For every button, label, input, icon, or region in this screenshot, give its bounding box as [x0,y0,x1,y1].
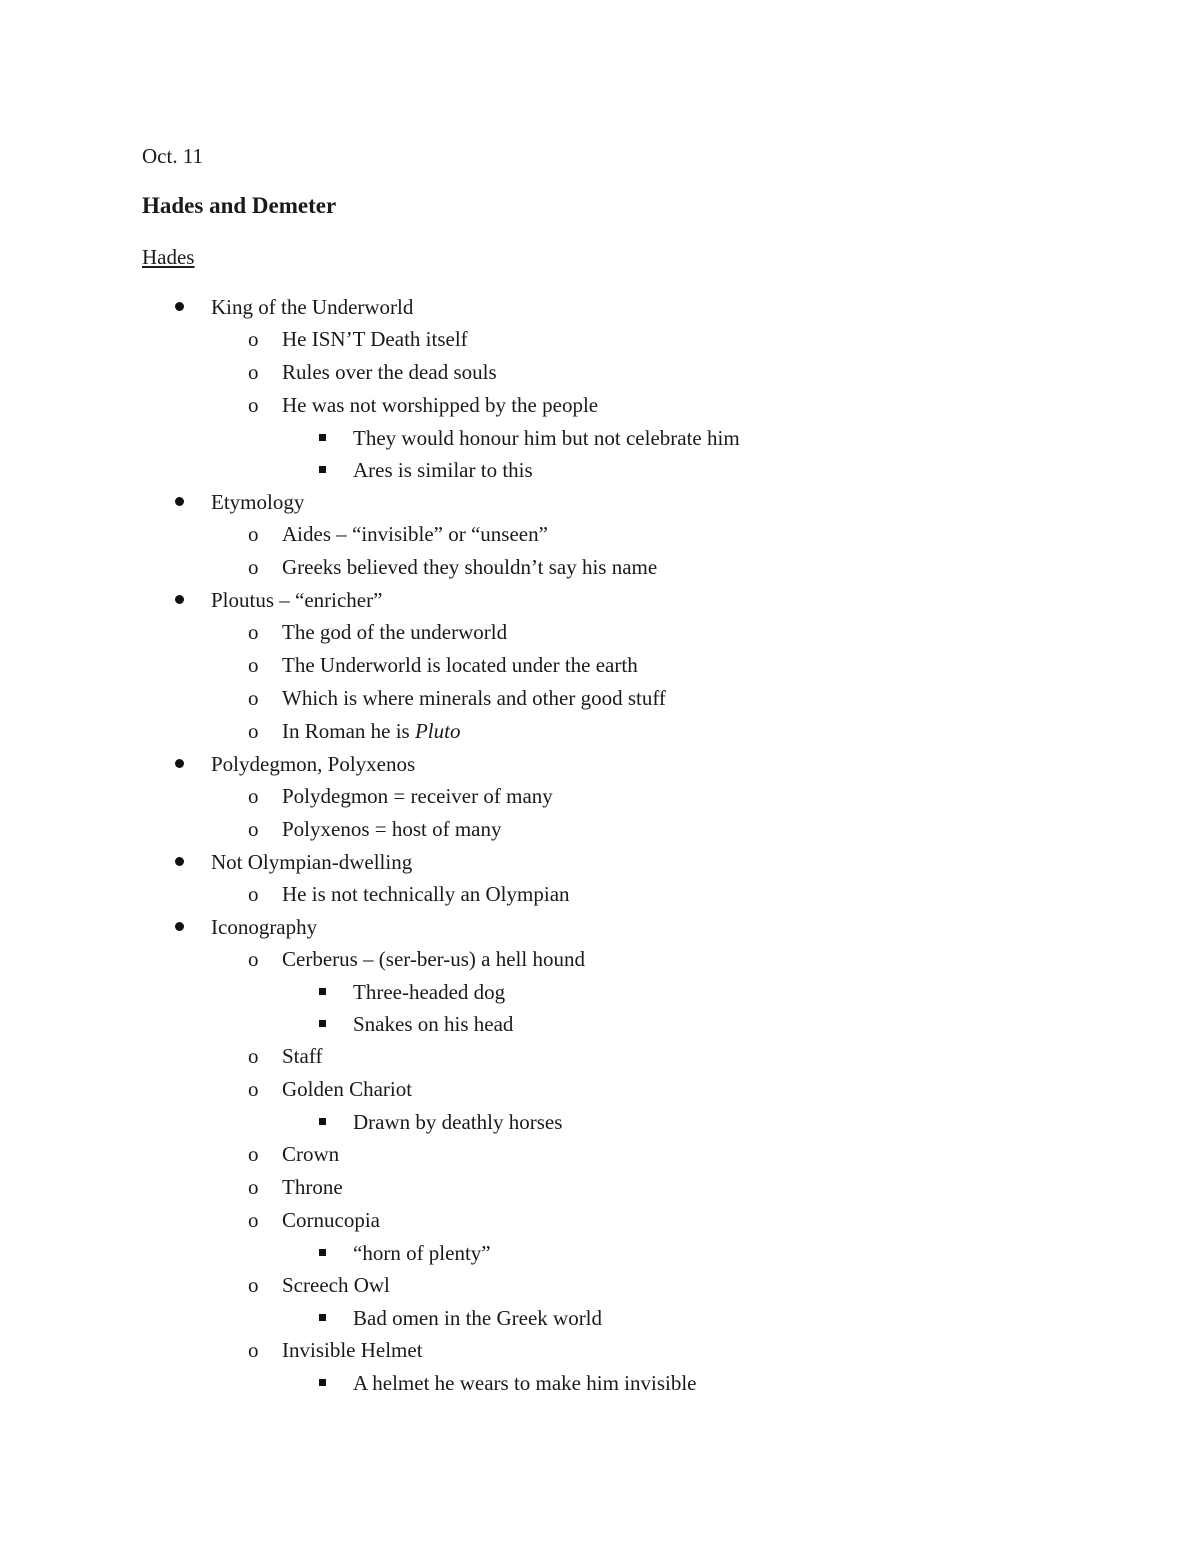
hollow-o-bullet-icon: o [248,327,259,351]
list-item-text: Greeks believed they shouldn’t say his name [282,555,658,579]
list-item-level-1 [142,911,1142,943]
list-item-level-2 [142,813,1142,846]
list-item-text: Screech Owl [282,1273,390,1297]
hollow-o-bullet-icon: o [248,620,259,644]
square-bullet-icon [319,1020,326,1027]
list-item-text: Three-headed dog [353,980,506,1004]
square-bullet-icon [319,434,326,441]
square-bullet-icon [319,1314,326,1321]
filled-circle-bullet-icon [175,922,184,931]
list-item-text: Staff [282,1044,323,1068]
hollow-o-bullet-icon: o [248,1273,259,1297]
hollow-o-bullet-icon: o [248,360,259,384]
list-item-text: Not Olympian-dwelling [211,850,413,874]
list-item-text: He is not technically an Olympian [282,882,570,906]
list-item-level-3 [142,976,1142,1008]
list-item-level-1 [142,486,1142,518]
list-item-level-2 [142,878,1142,911]
square-bullet-icon [319,1379,326,1386]
hollow-o-bullet-icon: o [248,817,259,841]
list-item-level-2 [142,1204,1142,1237]
list-item-text: A helmet he wears to make him invisible [353,1371,697,1395]
list-item-text: Invisible Helmet [282,1338,423,1362]
list-item-level-3 [142,1008,1142,1040]
list-item-text: Polyxenos = host of many [282,817,502,841]
list-item-text: Snakes on his head [353,1012,514,1036]
bullet-list [142,291,1142,1399]
list-item-text: The god of the underworld [282,620,508,644]
list-item-level-2 [142,780,1142,813]
list-item-text: Etymology [211,490,305,514]
list-item-level-3 [142,454,1142,486]
list-item-level-2 [142,1040,1142,1073]
document-page [142,140,1142,1399]
filled-circle-bullet-icon [175,759,184,768]
list-item-text: Cornucopia [282,1208,380,1232]
list-item-level-2 [142,518,1142,551]
list-item-text: Drawn by deathly horses [353,1110,563,1134]
list-item-text: They would honour him but not celebrate him [353,426,740,450]
list-item-italic-text: Pluto [414,719,461,743]
hollow-o-bullet-icon: o [248,947,259,971]
square-bullet-icon [319,1118,326,1125]
square-bullet-icon [319,1249,326,1256]
list-item-text: Bad omen in the Greek world [353,1306,603,1330]
list-item-text: Cerberus – (ser-ber-us) a hell hound [282,947,585,971]
section-heading: Hades [142,245,195,269]
list-item-level-2 [142,551,1142,584]
hollow-o-bullet-icon: o [248,1175,259,1199]
list-item-level-3 [142,422,1142,454]
list-item-text: Polydegmon = receiver of many [282,784,553,808]
hollow-o-bullet-icon: o [248,719,259,743]
list-item-text: He ISN’T Death itself [282,327,468,351]
hollow-o-bullet-icon: o [248,1142,259,1166]
filled-circle-bullet-icon [175,497,184,506]
list-item-level-3 [142,1106,1142,1138]
list-item-text: Ares is similar to this [353,458,533,482]
list-item-level-3 [142,1302,1142,1334]
square-bullet-icon [319,466,326,473]
list-item-level-1 [142,748,1142,780]
hollow-o-bullet-icon: o [248,686,259,710]
page-title: Hades and Demeter [142,193,337,218]
list-item-level-2 [142,1171,1142,1204]
hollow-o-bullet-icon: o [248,882,259,906]
list-item-text: “horn of plenty” [353,1241,491,1265]
hollow-o-bullet-icon: o [248,1208,259,1232]
list-item-text: Which is where minerals and other good stuff [282,686,666,710]
list-item-level-2 [142,389,1142,422]
list-item-level-1 [142,846,1142,878]
list-item-level-3 [142,1367,1142,1399]
hollow-o-bullet-icon: o [248,393,259,417]
hollow-o-bullet-icon: o [248,1077,259,1101]
list-item-level-2 [142,649,1142,682]
list-item-text: Aides – “invisible” or “unseen” [282,522,548,546]
list-item-level-3 [142,1237,1142,1269]
list-item-level-2 [142,682,1142,715]
list-item-level-2 [142,715,1142,748]
hollow-o-bullet-icon: o [248,784,259,808]
list-item-text: Ploutus – “enricher” [211,588,383,612]
list-item-text: In Roman he is [282,719,415,743]
hollow-o-bullet-icon: o [248,1044,259,1068]
filled-circle-bullet-icon [175,857,184,866]
list-item-text: He was not worshipped by the people [282,393,599,417]
list-item-level-1 [142,291,1142,323]
list-item-text: Iconography [211,915,318,939]
hollow-o-bullet-icon: o [248,1338,259,1362]
list-item-level-2 [142,943,1142,976]
list-item-text: Rules over the dead souls [282,360,497,384]
hollow-o-bullet-icon: o [248,653,259,677]
list-item-text: Polydegmon, Polyxenos [211,752,416,776]
list-item-text: Crown [282,1142,340,1166]
square-bullet-icon [319,988,326,995]
note-date: Oct. 11 [142,144,204,168]
list-item-text: The Underworld is located under the earth [282,653,638,677]
list-item-level-2 [142,1073,1142,1106]
list-item-text: King of the Underworld [211,295,414,319]
list-item-level-2 [142,1269,1142,1302]
hollow-o-bullet-icon: o [248,522,259,546]
list-item-text: Throne [282,1175,343,1199]
list-item-level-1 [142,584,1142,616]
list-item-level-2 [142,323,1142,356]
filled-circle-bullet-icon [175,302,184,311]
filled-circle-bullet-icon [175,595,184,604]
hollow-o-bullet-icon: o [248,555,259,579]
list-item-level-2 [142,616,1142,649]
list-item-level-2 [142,1334,1142,1367]
list-item-text: Golden Chariot [282,1077,413,1101]
list-item-level-2 [142,1138,1142,1171]
list-item-level-2 [142,356,1142,389]
